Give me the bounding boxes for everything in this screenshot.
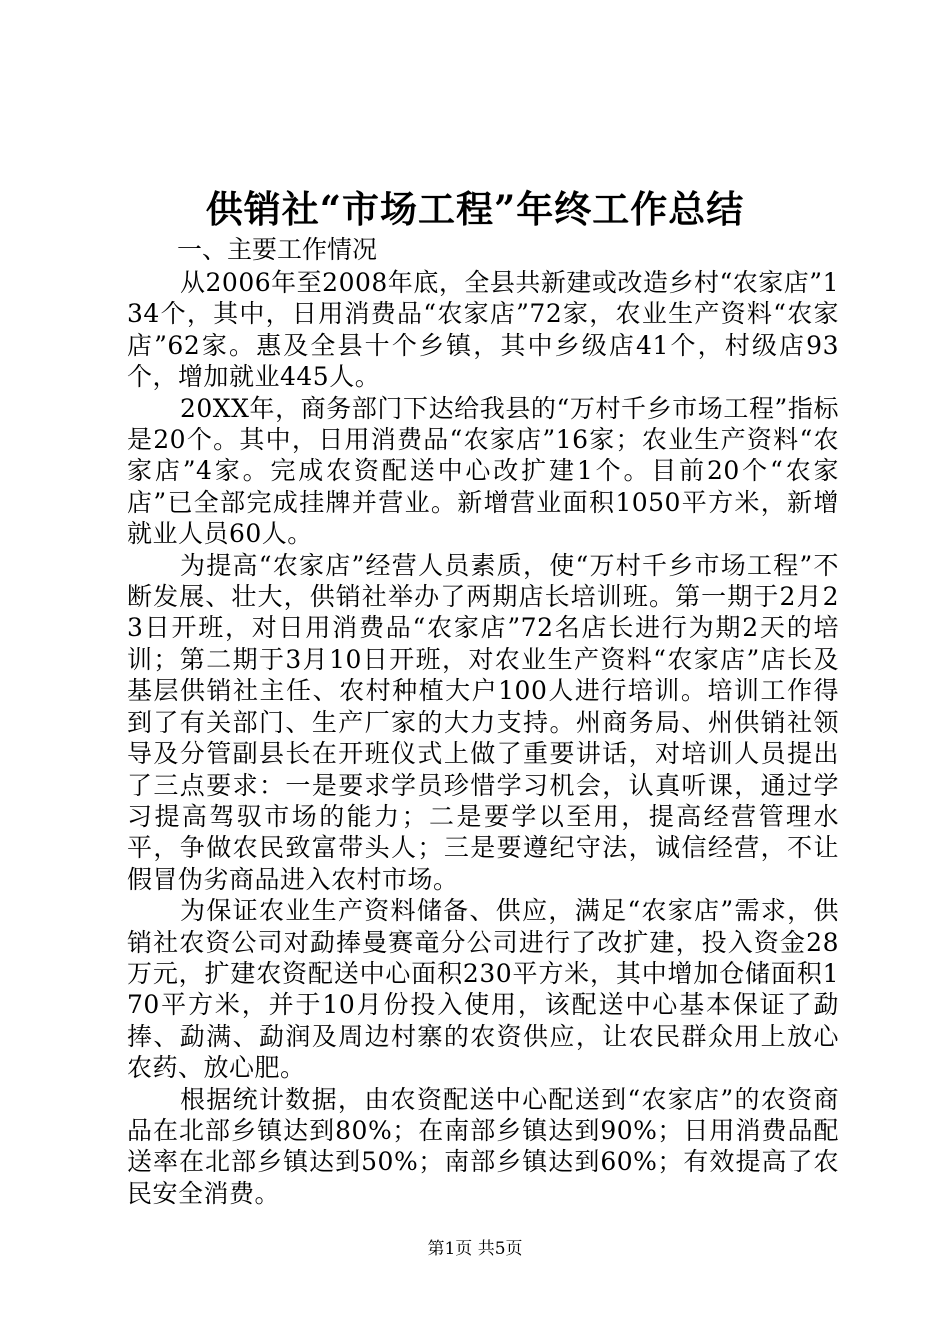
paragraph-5: 根据统计数据，由农资配送中心配送到“农家店”的农资商品在北部乡镇达到80%；在南部乡镇达到90%；日用消费品配送率在北部乡镇达到50%；南部乡镇达到60%；有效提高了农民安全消费。 xyxy=(127,1084,839,1208)
paragraph-3: 为提高“农家店”经营人员素质，使“万村千乡市场工程”不断发展、壮大，供销社举办了两期店长培训班。第一期于2月23日开班，对日用消费品“农家店”72名店长进行为期2天的培训；第二期于3月10日开班，对农业生产资料“农家店”店长及基层供销社主任、农村种植大户100人进行培训。培训工作得到了有关部门、生产厂家的大力支持。州商务局、州供销社领导及分管副县长在开班仪式上做了重要讲话，对培训人员提出了三点要求：一是要求学员珍惜学习机会，认真听课，通过学习提高驾驭市场的能力；二是要学以至用，提高经营管理水平，争做农民致富带头人；三是要遵纪守法，诚信经营，不让假冒伪劣商品进入农村市场。 xyxy=(127,550,839,894)
paragraph-2: 20XX年，商务部门下达给我县的“万村千乡市场工程”指标是20个。其中，日用消费品“农家店”16家；农业生产资料“农家店”4家。完成农资配送中心改扩建1个。目前20个“农家店”已全部完成挂牌并营业。新增营业面积1050平方米，新增就业人员60人。 xyxy=(127,393,839,549)
paragraph-4: 为保证农业生产资料储备、供应，满足“农家店”需求，供销社农资公司对勐捧曼赛竜分公司进行了改扩建，投入资金28万元，扩建农资配送中心面积230平方米，其中增加仓储面积170平方米，并于10月份投入使用，该配送中心基本保证了勐捧、勐满、勐润及周边村寨的农资供应，让农民群众用上放心农药、放心肥。 xyxy=(127,896,839,1083)
section-heading: 一、主要工作情况 xyxy=(177,235,378,264)
paragraph-1: 从2006年至2008年底，全县共新建或改造乡村“农家店”134个，其中，日用消费品“农家店”72家，农业生产资料“农家店”62家。惠及全县十个乡镇，其中乡级店41个，村级店93个，增加就业445人。 xyxy=(127,268,839,392)
document-title: 供销社“市场工程”年终工作总结 xyxy=(205,187,745,231)
page-footer: 第1页 共5页 xyxy=(427,1239,523,1259)
document-body xyxy=(127,232,839,1209)
